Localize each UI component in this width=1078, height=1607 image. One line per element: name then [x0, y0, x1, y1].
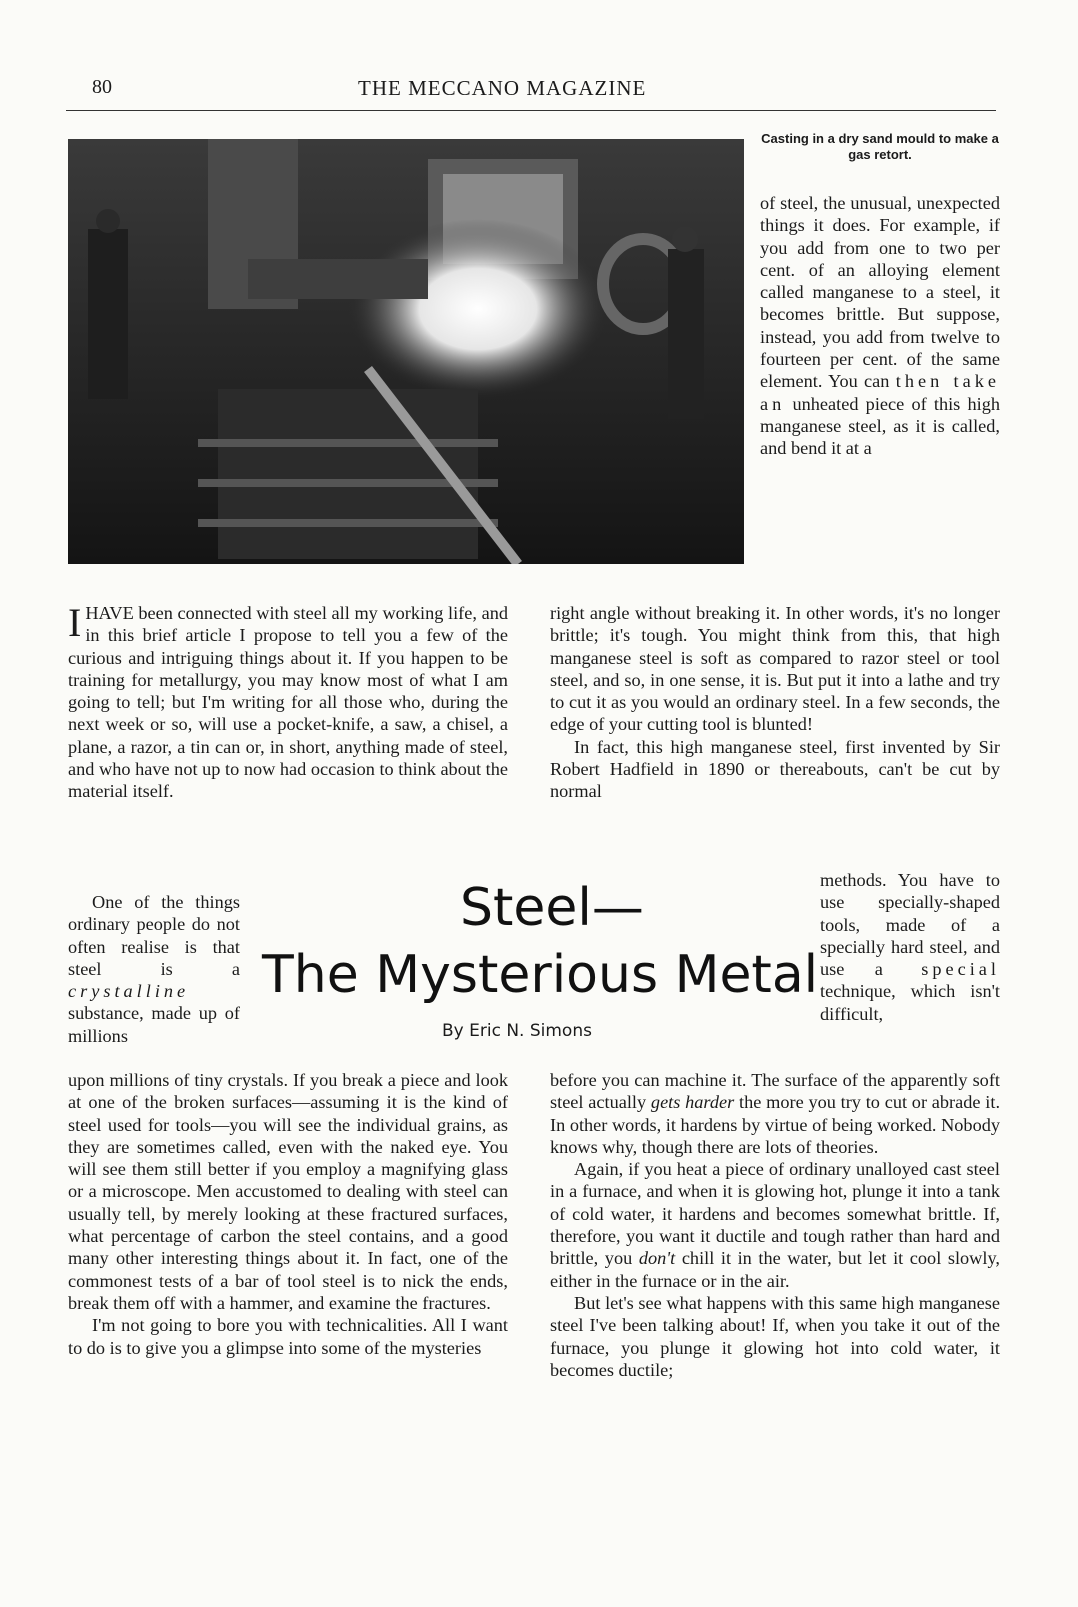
right-narrow-text-2: technique, which isn't difficult, — [820, 981, 1000, 1024]
right-narrow-text: methods. You have to use specially-shaped tools, made of a specially hard steel, and use — [820, 870, 1000, 980]
left-narrow-column — [68, 891, 240, 1047]
article-title-line1: Steel— — [460, 878, 644, 938]
left-narrow-text-2: substance, made up of millions — [68, 1003, 240, 1046]
left-column-lower — [68, 1069, 508, 1359]
right-column-lower — [550, 1069, 1000, 1381]
foundry-photo-drawing — [68, 139, 744, 564]
ductile-paragraph: But let's see what happens with this same high manganese steel I've been talking about! If, when you take it out of the furnace, you plunge it glowing hot into cold water, it becomes ductile; — [550, 1292, 1000, 1380]
left-column-para1 — [68, 602, 508, 803]
intro-paragraph: HAVE been connected with steel all my working life, and in this brief article I propose to tell you a few of the curious and intriguing things about it. If you happen to be training for metallurgy, you may know most of what I am going to tell; but I'm writing for all those who, during the next week or so, will use a pocket-knife, a saw, a chisel, a plane, a razor, a tin can or, in short, anything made of steel, and who have not up to now had occasion to think about the material itself. — [68, 603, 508, 802]
right-column-top — [760, 192, 1000, 460]
right-top-text: of steel, the unusual, unexpected things it does. For example, if you add from one to two per cent. of an alloying element called manganese to a steel, it becomes brittle. But suppose, instead, you add from twelve to fourteen per cent. of the same element. You can — [760, 193, 1000, 392]
right-column-middle — [550, 602, 1000, 803]
machine-text: before you can machine it. The surface of the apparently soft steel actually — [550, 1070, 1000, 1113]
technicalities-paragraph: I'm not going to bore you with technicalities. All I want to do is to give you a glimpse into some of the mysteries — [68, 1315, 508, 1358]
left-narrow-text: One of the things ordinary people do not often realise is that steel is a — [68, 892, 240, 979]
right-top-text-2: unheated piece of this high manganese steel, as it is called, and bend it at a — [760, 393, 1000, 459]
gets-harder-italic: gets harder — [650, 1092, 735, 1113]
crystals-paragraph: upon millions of tiny crystals. If you break a piece and look at one of the broken surfaces—assuming it is the kind of steel used for tools—you will see the individual grains, as they are sometimes called, even with the naked eye. You will see them still better if you employ a magnifying glass or a microscope. Men accustomed to dealing with steel can usually tell, by merely looking at these fractured surfaces, what percentage of carbon the steel contains, and a good many other interesting things about it. In fact, one of the commonest tests of a bar of tool steel is to nick the ends, break them off with a hammer, and examine the fractures. — [68, 1070, 508, 1313]
quench-text-2: chill it in the water, but let it cool slowly, either in the furnace or in the air. — [550, 1248, 1000, 1291]
quench-text: Again, if you heat a piece of ordinary unalloyed cast steel in a furnace, and when it is glowing hot, plunge it into a tank of cold water, it hardens and becomes somewhat brittle. If, therefore, you want it ductile and tough rather than hard and brittle, you — [550, 1159, 1000, 1269]
drop-cap: I — [68, 600, 82, 645]
hadfield-paragraph: In fact, this high manganese steel, first invented by Sir Robert Hadfield in 1890 or thereabouts, can't be cut by normal — [550, 736, 1000, 802]
photo-caption: Casting in a dry sand mould to make a gas retort. — [761, 131, 999, 162]
byline: By Eric N. Simons — [442, 1021, 592, 1041]
right-top-spaced-text: then take an — [760, 371, 1000, 414]
tough-paragraph: right angle without breaking it. In other words, it's no longer brittle; it's tough. You might think from this, that high manganese steel is soft as compared to razor steel or tool steel, and so, in one sense, it is. But put it into a lathe and try to cut it as you would an ordinary steel. In a few seconds, the edge of your cutting tool is blunted! — [550, 603, 1000, 735]
right-narrow-column — [820, 869, 1000, 1025]
right-narrow-spaced-text: a special — [874, 959, 1000, 980]
header-rule — [66, 110, 996, 111]
page-number: 80 — [92, 76, 112, 98]
crystalline-italic: crystalline — [68, 981, 190, 1002]
magazine-title: THE MECCANO MAGAZINE — [358, 76, 647, 100]
dont-italic: don't — [638, 1248, 676, 1269]
article-title-line2: The Mysterious Metal — [262, 945, 819, 1005]
machine-text-2: the more you try to cut or abrade it. In other words, it hardens by virtue of being worked. Nobody knows why, though there are lots of theories. — [550, 1092, 1001, 1157]
foundry-photo — [68, 139, 744, 564]
